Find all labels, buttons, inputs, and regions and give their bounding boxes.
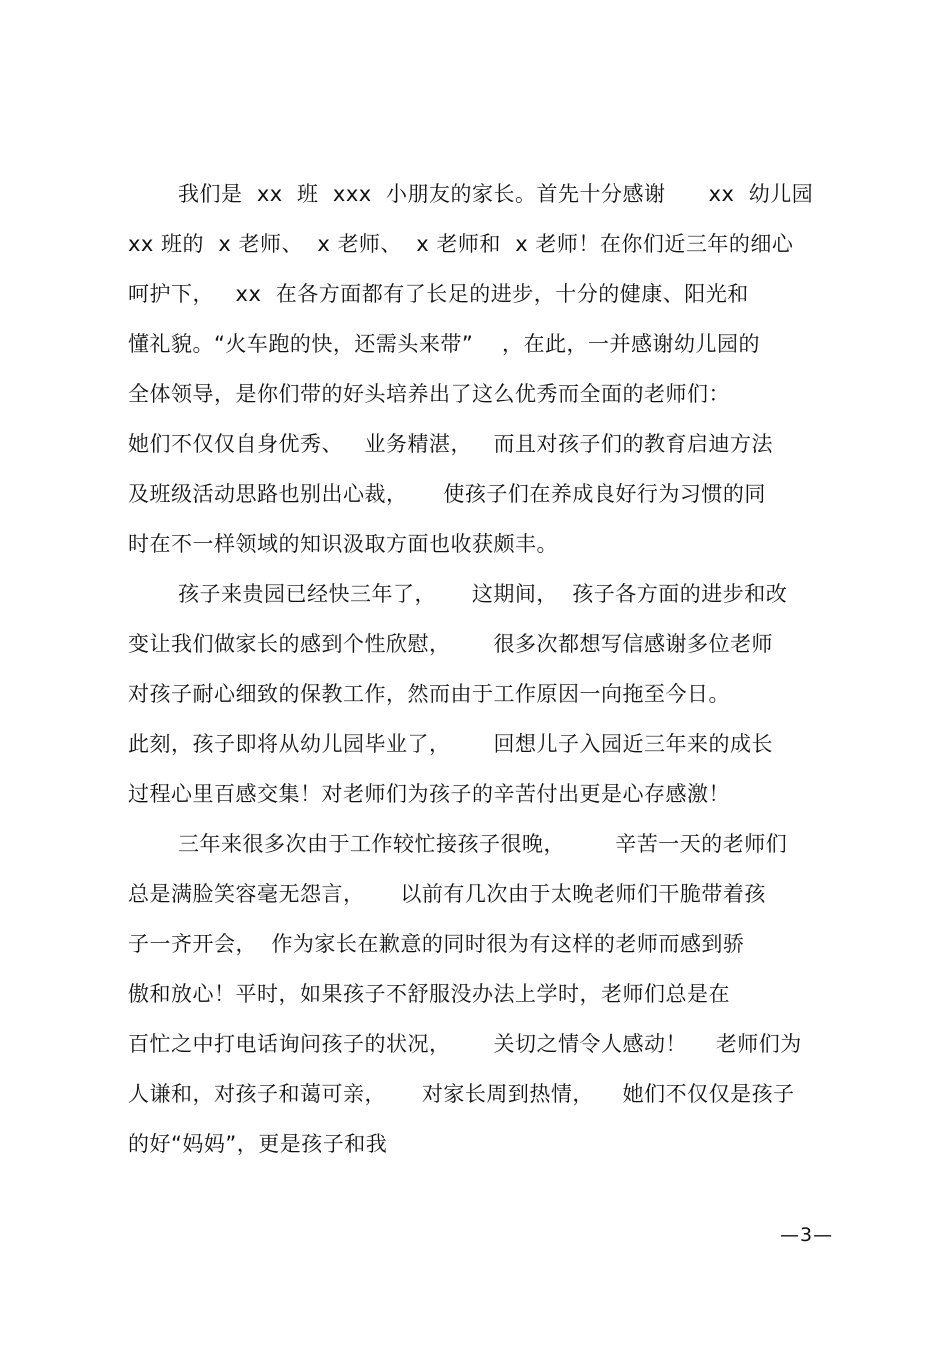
paragraph-2-line-4: 此刻，孩子即将从幼儿园毕业了， 回想儿子入园近三年来的成长 — [128, 732, 774, 756]
paragraph-3-line-6: 人谦和，对孩子和蔼可亲， 对家长周到热情， 她们不仅仅是孩子 — [128, 1082, 795, 1106]
paragraph-1-line-3: 呵护下， xx 在各方面都有了长足的进步，十分的健康、阳光和 — [128, 282, 749, 306]
paragraph-3-line-1: 三年来很多次由于工作较忙接孩子很晚， 辛苦一天的老师们 — [178, 832, 788, 856]
paragraph-1-line-6: 她们不仅仅自身优秀、 业务精湛， 而且对孩子们的教育启迪方法 — [128, 432, 774, 456]
paragraph-3-line-7: 的好“妈妈”，更是孩子和我 — [128, 1132, 388, 1156]
paragraph-1-line-5: 全体领导，是你们带的好头培养出了这么优秀而全面的老师们： — [128, 382, 730, 406]
paragraph-3-line-2: 总是满脸笑容毫无怨言， 以前有几次由于太晚老师们干脆带着孩 — [128, 882, 766, 906]
paragraph-1-line-4: 懂礼貌。“火车跑的快，还需头来带” ，在此，一并感谢幼儿园的 — [128, 332, 760, 356]
paragraph-2-line-5: 过程心里百感交集！对老师们为孩子的辛苦付出更是心存感激！ — [128, 782, 730, 806]
paragraph-1-line-7: 及班级活动思路也别出心裁， 使孩子们在养成良好行为习惯的同 — [128, 482, 766, 506]
paragraph-2-line-3: 对孩子耐心细致的保教工作，然而由于工作原因一向拖至今日。 — [128, 682, 730, 706]
paragraph-3-line-4: 傲和放心！平时，如果孩子不舒服没办法上学时，老师们总是在 — [128, 982, 730, 1006]
paragraph-2-line-1: 孩子来贵园已经快三年了， 这期间， 孩子各方面的进步和改 — [178, 582, 788, 606]
paragraph-1-line-8: 时在不一样领域的知识汲取方面也收获颇丰。 — [128, 532, 558, 556]
paragraph-1-line-1: 我们是 xx 班 xxx 小朋友的家长。首先十分感谢 xx 幼儿园 — [178, 182, 814, 206]
paragraph-2-line-2: 变让我们做家长的感到个性欣慰， 很多次都想写信感谢多位老师 — [128, 632, 774, 656]
page-number: —3— — [780, 1224, 834, 1246]
paragraph-3-line-5: 百忙之中打电话询问孩子的状况， 关切之情令人感动！ 老师们为 — [128, 1032, 802, 1056]
paragraph-1-line-2: xx 班的 x 老师、 x 老师、 x 老师和 x 老师！在你们近三年的细心 — [128, 232, 794, 256]
paragraph-3-line-3: 子一齐开会， 作为家长在歉意的同时很为有这样的老师而感到骄 — [128, 932, 745, 956]
